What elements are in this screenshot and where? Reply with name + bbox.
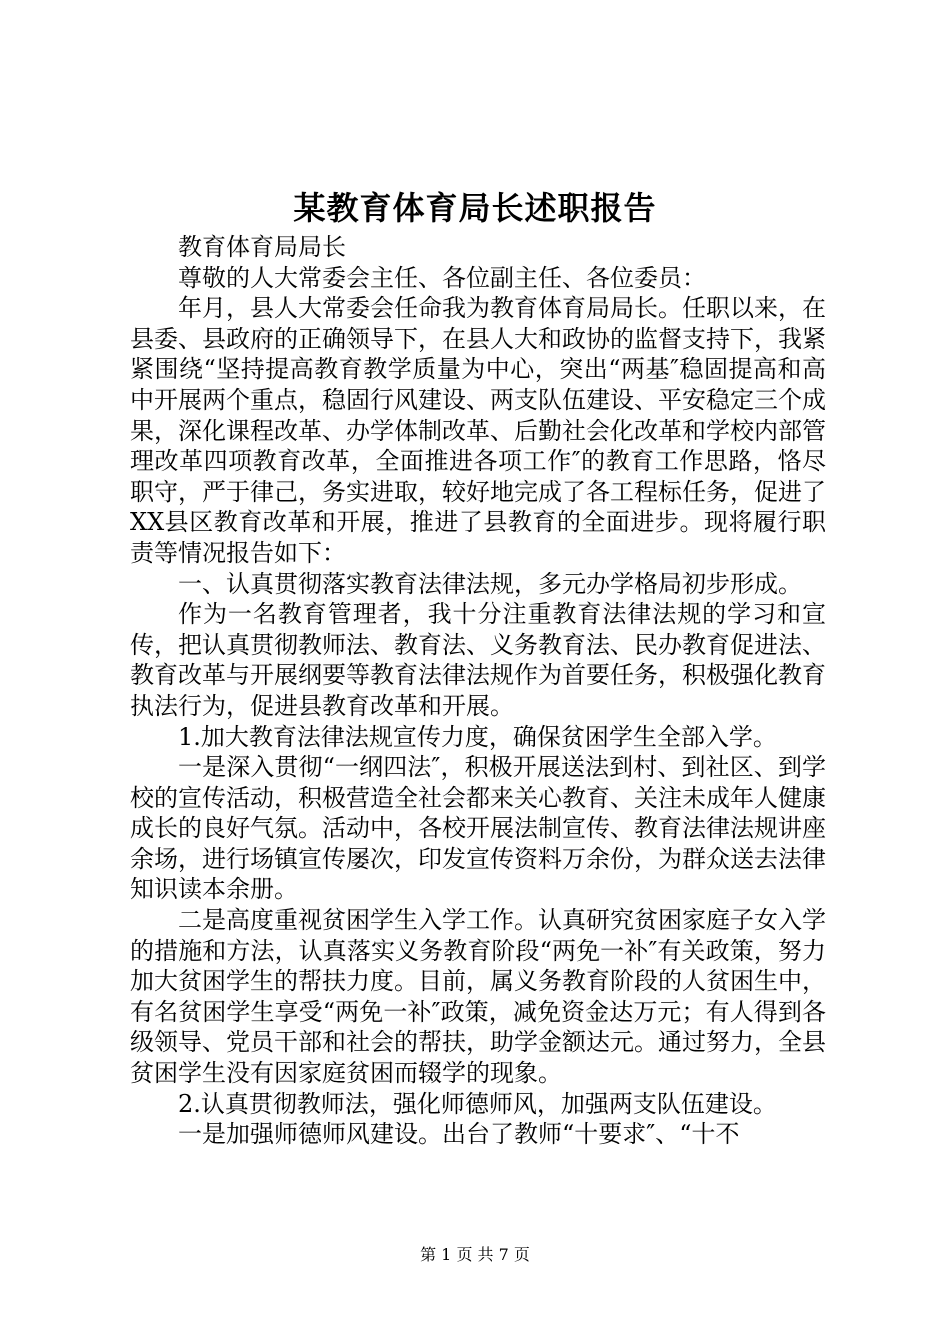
- paragraph-author: 教育体育局局长: [178, 233, 346, 261]
- paragraph-point-1: 一是深入贯彻“一纲四法″，积极开展送法到村、到社区、到学校的宣传活动，积极营造全社会都来关心教育、关注未成年人健康成长的良好气氛。活动中，各校开展法制宣传、教育法律法规讲座余场，进行场镇宣传屡次，印发宣传资料万余份，为群众送去法律知识读本余册。: [130, 753, 826, 904]
- section-heading-1: 一、认真贯彻落实教育法律法规，多元办学格局初步形成。: [178, 569, 802, 598]
- document-body: [130, 232, 826, 1150]
- paragraph-point-2: 二是高度重视贫困学生入学工作。认真研究贫困家庭子女入学的措施和方法，认真落实义务教育阶段“两免一补″有关政策，努力加大贫困学生的帮扶力度。目前，属义务教育阶段的人贫困生中，有名贫困学生享受“两免一补″政策，减免资金达万元；有人得到各级领导、党员干部和社会的帮扶，助学金额达元。通过努力，全县贫困学生没有因家庭贫困而辍学的现象。: [130, 906, 826, 1088]
- subsection-heading-1: 1.加大教育法律法规宣传力度，确保贫困学生全部入学。: [178, 722, 777, 751]
- paragraph-salutation: 尊敬的人大常委会主任、各位副主任、各位委员：: [178, 263, 706, 292]
- document-title: 某教育体育局长述职报告: [293, 189, 657, 227]
- page-number: 第 1 页 共 7 页: [420, 1245, 530, 1264]
- paragraph-intro: 年月，县人大常委会任命我为教育体育局局长。任职以来，在县委、县政府的正确领导下，在县人大和政协的监督支持下，我紧紧围绕“坚持提高教育教学质量为中心，突出“两基″稳固提高和高中开展两个重点，稳固行风建设、两支队伍建设、平安稳定三个成果，深化课程改革、办学体制改革、后勤社会化改革和学校内部管理改革四项教育改革，全面推进各项工作″的教育工作思路，恪尽职守，严于律己，务实进取，较好地完成了各工程标任务，促进了XX县区教育改革和开展，推进了县教育的全面进步。现将履行职责等情况报告如下：: [130, 294, 826, 567]
- subsection-heading-2: 2.认真贯彻教师法，强化师德师风，加强两支队伍建设。: [178, 1089, 777, 1118]
- paragraph-point-3: 一是加强师德师风建设。出台了教师“十要求″、“十不: [178, 1120, 740, 1149]
- paragraph-section-1: 作为一名教育管理者，我十分注重教育法律法规的学习和宣传，把认真贯彻教师法、教育法、义务教育法、民办教育促进法、教育改革与开展纲要等教育法律法规作为首要任务，积极强化教育执法行为，促进县教育改革和开展。: [130, 600, 826, 720]
